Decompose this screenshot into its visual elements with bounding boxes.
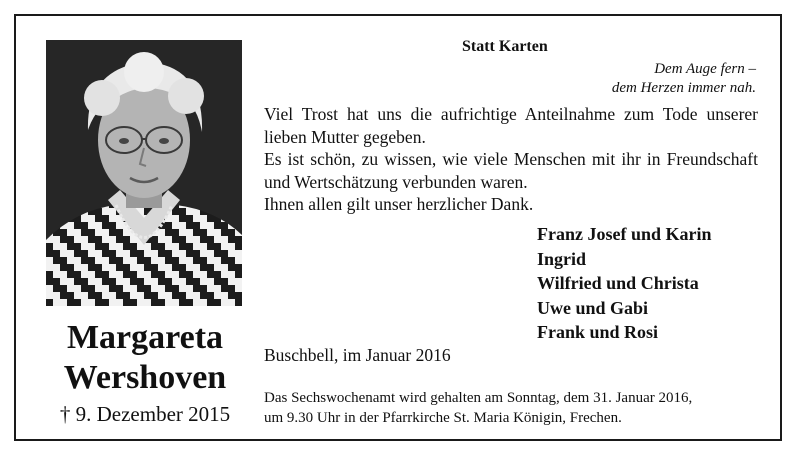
message-paragraph: Ihnen allen gilt unser herzlicher Dank.: [264, 194, 534, 214]
quote-line: dem Herzen immer nah.: [611, 80, 756, 96]
deceased-name: [40, 318, 250, 398]
deceased-last-name: Wershoven: [63, 359, 227, 396]
quote-line: Dem Auge fern –: [654, 61, 756, 77]
family-signatures: [537, 222, 712, 345]
family-member: Uwe und Gabi: [537, 297, 649, 318]
notice-line: um 9.30 Uhr in der Pfarrkirche St. Maria Königin, Frechen.: [264, 410, 622, 426]
mass-notice: [264, 388, 758, 428]
family-member: Wilfried und Christa: [537, 273, 699, 293]
place-date: Buschbell, im Januar 2016: [264, 345, 451, 365]
death-date: † 9. Dezember 2015: [59, 402, 231, 426]
family-member: Franz Josef und Karin: [537, 224, 712, 244]
deceased-first-name: Margareta: [66, 319, 224, 356]
heading: Statt Karten: [462, 38, 548, 55]
message-paragraph: Viel Trost hat uns die aufrichtige Anteilnahme zum Tode unserer lieben Mutter gegeben.: [264, 104, 758, 147]
thank-you-message: [264, 103, 758, 216]
quote: [560, 60, 756, 98]
message-paragraph: Es ist schön, zu wissen, wie viele Menschen mit ihr in Freundschaft und Wertschätzung verbunden waren.: [264, 149, 758, 192]
notice-line: Das Sechswochenamt wird gehalten am Sonntag, dem 31. Januar 2016,: [264, 390, 693, 406]
family-member: Ingrid: [537, 248, 587, 269]
portrait-photo: [46, 40, 242, 306]
family-member: Frank und Rosi: [537, 322, 659, 342]
